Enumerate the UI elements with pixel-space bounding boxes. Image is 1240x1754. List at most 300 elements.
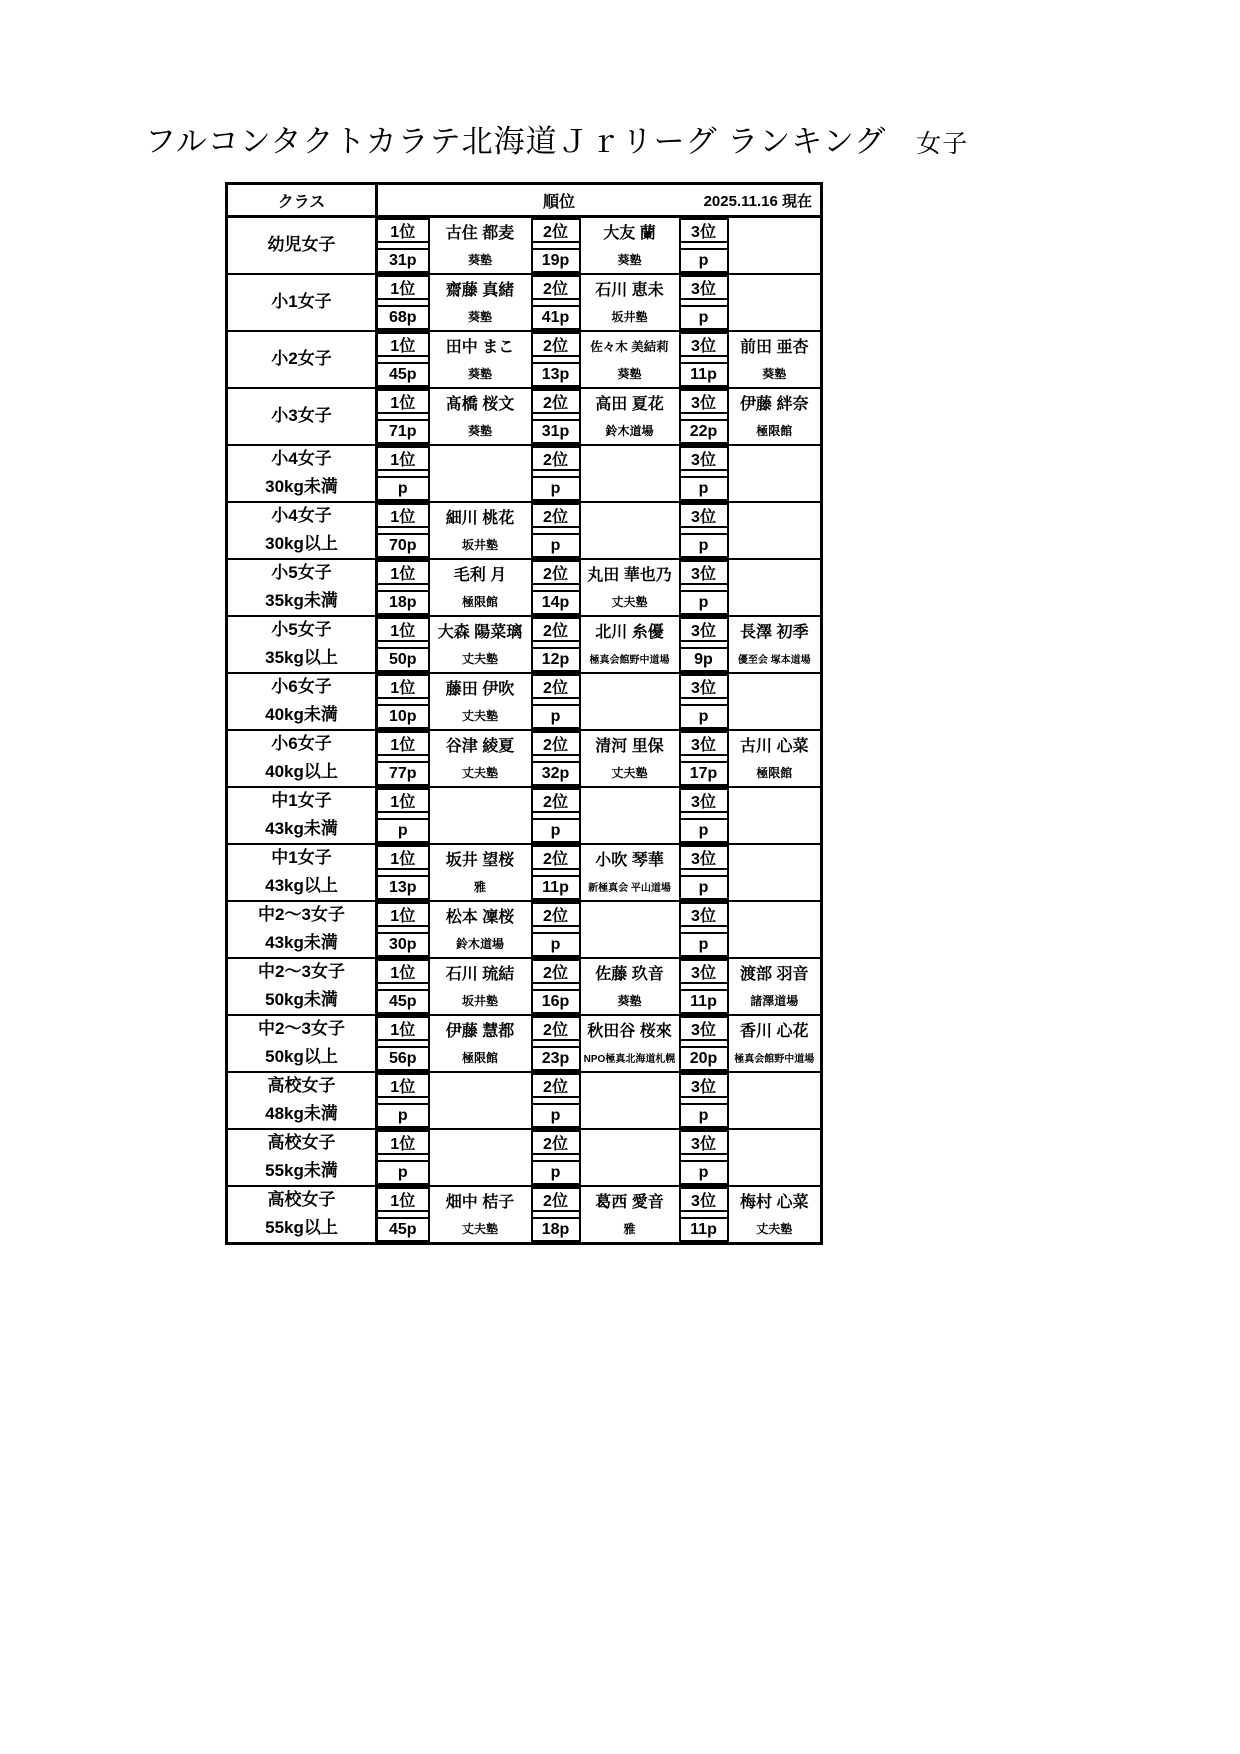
competitor-name: 齋藤 真緒: [445, 282, 515, 300]
rank-label: 3位: [681, 1187, 727, 1212]
points-value: p: [681, 305, 727, 330]
rank-label: 1位: [378, 959, 428, 984]
class-name-cell: [227, 958, 377, 1015]
competitor-name: 前田 亜杏: [740, 339, 809, 357]
dojo-name: [729, 816, 821, 844]
page-title-gender: 女子: [916, 130, 969, 158]
page-title: [145, 116, 968, 161]
competitor-name: [729, 1073, 821, 1101]
points-value: 41p: [533, 305, 579, 330]
competitor-cell: [728, 1129, 822, 1186]
dojo-name: [729, 474, 821, 502]
table-header-row: [227, 184, 822, 217]
class-name-line: 43kg以上: [265, 875, 338, 895]
dojo-name: 新極真会 平山道場: [588, 882, 671, 894]
competitor-cell: [580, 958, 680, 1015]
rank-label: 1位: [378, 1187, 428, 1212]
class-name-cell: [227, 730, 377, 787]
dojo-name: 丈夫塾: [461, 651, 498, 666]
rank-label: 1位: [378, 617, 428, 642]
competitor-name: 佐藤 玖音: [595, 966, 664, 984]
points-value: 14p: [533, 590, 579, 615]
class-name-line: 中2～3女子: [258, 962, 345, 982]
points-value: 12p: [533, 647, 579, 672]
competitor-cell: [429, 559, 532, 616]
dojo-name: [729, 930, 821, 958]
points-value: p: [533, 932, 579, 957]
rank-points-cell: [532, 217, 580, 275]
competitor-name: 坂井 望桜: [445, 852, 515, 870]
rank-points-cell: [680, 673, 728, 730]
points-value: 30p: [378, 932, 428, 957]
rank-points-cell: [377, 388, 429, 445]
dojo-name: 葵塾: [762, 366, 787, 381]
rank-label: 3位: [681, 1073, 727, 1098]
competitor-cell: [580, 901, 680, 958]
rank-points-cell: [532, 331, 580, 388]
rank-points-cell: [532, 730, 580, 787]
rank-points-cell: [680, 901, 728, 958]
competitor-cell: [728, 274, 822, 331]
dojo-name: 鈴木道場: [455, 936, 504, 951]
rank-points-cell: [377, 217, 429, 275]
class-name-cell: [227, 901, 377, 958]
competitor-cell: [429, 274, 532, 331]
rank-label: 1位: [378, 389, 428, 414]
dojo-name: 葵塾: [467, 366, 492, 381]
competitor-name: 渡部 羽音: [740, 966, 809, 984]
points-value: 70p: [378, 533, 428, 558]
dojo-name: [581, 531, 679, 559]
competitor-cell: [429, 730, 532, 787]
class-name-line: 小4女子: [271, 506, 332, 526]
competitor-name: [581, 1130, 679, 1158]
class-name-line: 中2～3女子: [258, 1019, 345, 1039]
competitor-name: [581, 503, 679, 531]
dojo-name: 極限館: [756, 423, 793, 438]
rank-label: 1位: [378, 332, 428, 357]
rank-label: 3位: [681, 731, 727, 756]
points-value: p: [681, 875, 727, 900]
competitor-cell: [429, 787, 532, 844]
class-name-cell: [227, 787, 377, 844]
ranking-table: [225, 182, 823, 1245]
class-row: [227, 901, 822, 958]
points-value: 56p: [378, 1046, 428, 1071]
dojo-name: 鈴木道場: [605, 423, 654, 438]
rank-label: 1位: [378, 845, 428, 870]
competitor-cell: [580, 502, 680, 559]
rank-label: 2位: [533, 731, 579, 756]
rank-label: 3位: [681, 845, 727, 870]
competitor-name: [729, 845, 821, 873]
points-value: 16p: [533, 989, 579, 1014]
competitor-name: 香川 心花: [740, 1023, 809, 1041]
points-value: 45p: [378, 362, 428, 387]
competitor-name: [729, 788, 821, 816]
points-value: 17p: [681, 761, 727, 786]
rank-points-cell: [377, 559, 429, 616]
class-row: [227, 274, 822, 331]
dojo-name: [581, 1158, 679, 1186]
rank-label: 2位: [533, 1073, 579, 1098]
rank-points-cell: [532, 787, 580, 844]
rank-points-cell: [377, 844, 429, 901]
rank-points-cell: [377, 445, 429, 502]
points-value: p: [533, 533, 579, 558]
competitor-cell: [429, 502, 532, 559]
competitor-name: [581, 674, 679, 702]
class-name-cell: [227, 1129, 377, 1186]
rank-label: 2位: [533, 446, 579, 471]
points-value: p: [681, 1160, 727, 1185]
competitor-cell: [728, 958, 822, 1015]
class-name-line: 高校女子: [267, 1133, 336, 1153]
competitor-cell: [580, 730, 680, 787]
dojo-name: [729, 588, 821, 616]
competitor-name: 清河 里保: [595, 738, 664, 756]
competitor-name: 葛西 愛音: [595, 1194, 664, 1212]
competitor-cell: [429, 331, 532, 388]
points-value: p: [681, 590, 727, 615]
points-value: p: [533, 818, 579, 843]
competitor-cell: [429, 1072, 532, 1129]
points-value: 13p: [378, 875, 428, 900]
class-row: [227, 958, 822, 1015]
competitor-cell: [429, 901, 532, 958]
rank-points-cell: [377, 502, 429, 559]
class-row: [227, 787, 822, 844]
rank-label: 2位: [533, 218, 579, 243]
dojo-name: 極限館: [461, 594, 498, 609]
class-name-cell: [227, 844, 377, 901]
header-class-label: クラス: [227, 184, 377, 217]
competitor-cell: [429, 616, 532, 673]
rank-label: 1位: [378, 446, 428, 471]
rank-points-cell: [680, 559, 728, 616]
rank-points-cell: [680, 331, 728, 388]
rank-points-cell: [680, 388, 728, 445]
dojo-name: 極真会館野中道場: [734, 1053, 815, 1065]
competitor-name: 古川 心菜: [740, 738, 809, 756]
competitor-name: 北川 糸優: [595, 624, 664, 642]
class-name-line: 35kg未満: [265, 590, 338, 610]
ranking-table-body: [227, 217, 822, 1244]
competitor-cell: [580, 559, 680, 616]
rank-points-cell: [377, 1015, 429, 1072]
competitor-name: 佐々木 美結莉: [590, 339, 669, 354]
dojo-name: 葵塾: [617, 366, 642, 381]
rank-label: 1位: [378, 788, 428, 813]
class-row: [227, 1072, 822, 1129]
dojo-name: 坂井塾: [461, 537, 498, 552]
dojo-name: 丈夫塾: [461, 708, 498, 723]
competitor-name: [729, 503, 821, 531]
class-name-cell: [227, 1186, 377, 1244]
competitor-cell: [580, 1129, 680, 1186]
class-row: [227, 1015, 822, 1072]
dojo-name: 丈夫塾: [756, 1221, 793, 1236]
dojo-name: [729, 1101, 821, 1129]
competitor-cell: [429, 1129, 532, 1186]
dojo-name: 葵塾: [467, 423, 492, 438]
class-name-line: 43kg未満: [265, 932, 338, 952]
competitor-name: [430, 788, 531, 816]
points-value: 45p: [378, 1217, 428, 1242]
points-value: 11p: [681, 989, 727, 1014]
rank-label: 2位: [533, 332, 579, 357]
class-name-line: 高校女子: [267, 1076, 336, 1096]
competitor-cell: [429, 673, 532, 730]
rank-points-cell: [680, 502, 728, 559]
points-value: 32p: [533, 761, 579, 786]
points-value: 20p: [681, 1046, 727, 1071]
points-value: 10p: [378, 704, 428, 729]
competitor-name: 藤田 伊吹: [445, 681, 515, 699]
competitor-name: 伊藤 慧都: [445, 1023, 515, 1041]
rank-points-cell: [377, 958, 429, 1015]
dojo-name: 葵塾: [617, 252, 642, 267]
rank-points-cell: [532, 1186, 580, 1244]
competitor-name: [729, 218, 821, 246]
competitor-name: 古住 都麦: [445, 225, 515, 243]
points-value: 13p: [533, 362, 579, 387]
class-name-line: 40kg以上: [265, 761, 338, 781]
competitor-cell: [728, 388, 822, 445]
points-value: 77p: [378, 761, 428, 786]
competitor-name: 松本 凜桜: [445, 909, 515, 927]
competitor-name: 細川 桃花: [445, 510, 515, 528]
points-value: p: [681, 1103, 727, 1128]
dojo-name: 丈夫塾: [611, 765, 648, 780]
class-row: [227, 616, 822, 673]
competitor-cell: [580, 787, 680, 844]
rank-label: 3位: [681, 959, 727, 984]
header-rank-cell: [377, 184, 822, 217]
class-name-line: 43kg未満: [265, 818, 338, 838]
class-name-line: 中1女子: [271, 791, 332, 811]
rank-label: 2位: [533, 1016, 579, 1041]
dojo-name: 丈夫塾: [611, 594, 648, 609]
competitor-name: 谷津 綾夏: [445, 738, 515, 756]
competitor-name: 丸田 華也乃: [587, 567, 672, 585]
competitor-name: [430, 1130, 531, 1158]
class-name-line: 40kg未満: [265, 704, 338, 724]
dojo-name: 葵塾: [617, 993, 642, 1008]
points-value: p: [681, 704, 727, 729]
competitor-name: [729, 1130, 821, 1158]
competitor-name: [430, 446, 531, 474]
dojo-name: 雅: [623, 1221, 636, 1236]
competitor-name: 梅村 心菜: [740, 1194, 809, 1212]
rank-label: 2位: [533, 788, 579, 813]
competitor-cell: [580, 1072, 680, 1129]
points-value: p: [533, 1160, 579, 1185]
dojo-name: 葵塾: [467, 309, 492, 324]
competitor-name: [729, 275, 821, 303]
class-row: [227, 388, 822, 445]
competitor-name: [581, 902, 679, 930]
dojo-name: [430, 1158, 531, 1186]
class-name-line: 48kg未満: [265, 1103, 338, 1123]
rank-label: 2位: [533, 1187, 579, 1212]
competitor-cell: [728, 1186, 822, 1244]
rank-points-cell: [680, 1015, 728, 1072]
dojo-name: 坂井塾: [611, 309, 648, 324]
points-value: 9p: [681, 647, 727, 672]
points-value: 19p: [533, 248, 579, 273]
rank-label: 2位: [533, 389, 579, 414]
rank-points-cell: [680, 958, 728, 1015]
rank-label: 1位: [378, 902, 428, 927]
dojo-name: 葵塾: [467, 252, 492, 267]
dojo-name: 極限館: [461, 1050, 498, 1065]
competitor-cell: [728, 331, 822, 388]
competitor-cell: [580, 388, 680, 445]
class-name-line: 幼児女子: [267, 235, 336, 255]
rank-label: 2位: [533, 959, 579, 984]
competitor-cell: [580, 445, 680, 502]
points-value: 31p: [378, 248, 428, 273]
rank-label: 1位: [378, 1073, 428, 1098]
competitor-name: 高田 夏花: [595, 396, 664, 414]
competitor-cell: [728, 787, 822, 844]
rank-label: 1位: [378, 275, 428, 300]
rank-label: 2位: [533, 560, 579, 585]
class-name-line: 50kg以上: [265, 1046, 338, 1066]
competitor-cell: [580, 217, 680, 275]
dojo-name: [729, 1158, 821, 1186]
header-date-label: 2025.11.16 現在: [703, 192, 812, 210]
rank-label: 3位: [681, 1016, 727, 1041]
points-value: 23p: [533, 1046, 579, 1071]
rank-points-cell: [532, 445, 580, 502]
class-row: [227, 445, 822, 502]
points-value: p: [681, 248, 727, 273]
rank-label: 3位: [681, 275, 727, 300]
dojo-name: 坂井塾: [461, 993, 498, 1008]
rank-points-cell: [377, 1072, 429, 1129]
rank-points-cell: [377, 1186, 429, 1244]
competitor-cell: [429, 844, 532, 901]
rank-points-cell: [532, 559, 580, 616]
rank-points-cell: [377, 1129, 429, 1186]
page-title-main: フルコンタクトカラテ北海道Ｊｒリーグ ランキング: [145, 124, 887, 159]
competitor-cell: [728, 673, 822, 730]
class-name-line: 50kg未満: [265, 989, 338, 1009]
competitor-cell: [728, 730, 822, 787]
competitor-cell: [728, 502, 822, 559]
dojo-name: [729, 702, 821, 730]
competitor-name: [430, 1073, 531, 1101]
points-value: p: [533, 476, 579, 501]
competitor-cell: [728, 901, 822, 958]
dojo-name: [581, 930, 679, 958]
rank-label: 3位: [681, 503, 727, 528]
class-name-line: 中2～3女子: [258, 905, 345, 925]
rank-label: 2位: [533, 902, 579, 927]
competitor-name: [581, 788, 679, 816]
points-value: 11p: [681, 1217, 727, 1242]
rank-label: 3位: [681, 674, 727, 699]
competitor-name: 秋田谷 桜來: [587, 1023, 672, 1041]
class-name-line: 30kg以上: [265, 533, 338, 553]
points-value: p: [378, 1103, 428, 1128]
competitor-cell: [580, 1015, 680, 1072]
competitor-name: 長澤 初季: [740, 624, 809, 642]
competitor-name: [729, 902, 821, 930]
competitor-name: 石川 琉結: [445, 966, 515, 984]
competitor-cell: [429, 1015, 532, 1072]
rank-points-cell: [377, 787, 429, 844]
rank-label: 2位: [533, 617, 579, 642]
rank-label: 3位: [681, 1130, 727, 1155]
rank-label: 1位: [378, 1016, 428, 1041]
class-row: [227, 559, 822, 616]
rank-label: 1位: [378, 674, 428, 699]
class-row: [227, 730, 822, 787]
competitor-cell: [728, 1015, 822, 1072]
class-name-cell: [227, 1072, 377, 1129]
rank-label: 1位: [378, 731, 428, 756]
rank-label: 3位: [681, 788, 727, 813]
dojo-name: 極限館: [756, 765, 793, 780]
points-value: 18p: [533, 1217, 579, 1242]
competitor-cell: [429, 958, 532, 1015]
points-value: p: [533, 704, 579, 729]
class-name-cell: [227, 559, 377, 616]
class-row: [227, 844, 822, 901]
rank-label: 3位: [681, 218, 727, 243]
competitor-cell: [728, 844, 822, 901]
rank-points-cell: [532, 502, 580, 559]
header-rank-label: 順位: [542, 193, 575, 211]
rank-points-cell: [532, 388, 580, 445]
class-name-line: 小2女子: [271, 349, 332, 369]
rank-points-cell: [680, 1186, 728, 1244]
competitor-cell: [728, 217, 822, 275]
rank-points-cell: [532, 1015, 580, 1072]
rank-points-cell: [680, 274, 728, 331]
class-name-line: 小6女子: [271, 734, 332, 754]
rank-points-cell: [377, 274, 429, 331]
rank-label: 2位: [533, 503, 579, 528]
rank-points-cell: [532, 901, 580, 958]
points-value: p: [378, 818, 428, 843]
points-value: 68p: [378, 305, 428, 330]
rank-points-cell: [680, 730, 728, 787]
dojo-name: [430, 1101, 531, 1129]
competitor-cell: [580, 274, 680, 331]
competitor-name: 大友 蘭: [603, 225, 656, 243]
class-row: [227, 331, 822, 388]
competitor-cell: [580, 1186, 680, 1244]
dojo-name: [729, 873, 821, 901]
competitor-name: 畑中 桔子: [445, 1194, 515, 1212]
competitor-cell: [429, 445, 532, 502]
points-value: 71p: [378, 419, 428, 444]
dojo-name: [729, 303, 821, 331]
class-name-line: 55kg未満: [265, 1160, 338, 1180]
points-value: 31p: [533, 419, 579, 444]
class-name-line: 高校女子: [267, 1190, 336, 1210]
competitor-cell: [580, 331, 680, 388]
dojo-name: 雅: [473, 879, 486, 894]
rank-label: 3位: [681, 332, 727, 357]
points-value: p: [378, 1160, 428, 1185]
class-name-cell: [227, 331, 377, 388]
class-name-cell: [227, 445, 377, 502]
